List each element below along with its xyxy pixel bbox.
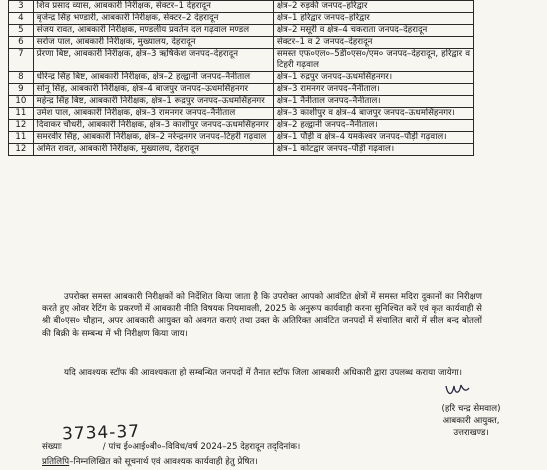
area-cell: समस्त एफ०एल०–5डी०एस०/एम० जनपद–देहरादून, हरिद्वार व टिहरी गढ़वाल — [273, 49, 473, 72]
instruction-paragraph: उपरोक्त समस्त आबकारी निरीक्षकों को निर्देशित किया जाता है कि उपरोक्त आपको आवंटित क्षेत्रों में समस्त मदिरा दुकानों का निरीक्षण करते हुए ओवर रेटिंग के प्रकरणों में आबकारी नीति विषयक नियमावली, 2025 के अनुरूप कार्यवाही करना सुनिश्चित करें एवं कृत कार्यवाही से श्री बी०एस० चौहान, अपर आबकारी आयुक्त को अवगत कराएं तथा उक्त के अतिरिक्त आवंटित जनपदों में संचालित बारों में सील बन्द बोतलों की बिक्री के सम्बन्ध में भी निरीक्षण किया जाय। — [42, 292, 482, 339]
row-number: 11 — [9, 108, 34, 120]
area-cell: क्षेत्र–1 रुद्रपुर जनपद–ऊधमसिंहनगर। — [273, 72, 473, 84]
area-cell: क्षेत्र–2 हल्द्वानी जनपद–नैनीताल। — [273, 120, 473, 132]
table-row — [9, 108, 474, 120]
table-row — [9, 132, 474, 144]
officer-cell: अमित रावत, आबकारी निरीक्षक, मुख्यालय, देहरादून — [33, 144, 273, 156]
staff-paragraph: यदि आवश्यक स्टॉफ की आवश्यकता हो सम्बन्धित जनपदों में तैनात स्टॉफ जिला आबकारी अधिकारी द्वारा उपलब्ध कराया जायेगा। — [64, 368, 462, 378]
assignment-table — [8, 0, 474, 156]
officer-cell: महेन्द्र सिंह बिष्ट, आबकारी निरीक्षक, क्षेत्र–1 रूद्रपुर जनपद–ऊधमसिंहनगर — [33, 96, 273, 108]
assignment-table-body — [9, 1, 474, 156]
row-number: 6 — [9, 37, 34, 49]
copy-text: –निम्नलिखित को सूचनार्थ एवं आवश्यक कार्यवाही हेतु प्रेषित। — [69, 457, 258, 467]
row-number: 7 — [9, 49, 34, 72]
table-row — [9, 72, 474, 84]
row-number: 9 — [9, 84, 34, 96]
officer-cell: बृजेन्द्र सिंह भण्डारी, आबकारी निरीक्षक, सेक्टर–2 देहरादून — [33, 13, 273, 25]
table-row — [9, 49, 474, 72]
row-number: 12 — [9, 120, 34, 132]
officer-cell: दिवाकर चौधरी, आबकारी निरीक्षक, क्षेत्र–3 काशीपुर जनपद–ऊधमसिंहनगर — [33, 120, 273, 132]
area-cell: क्षेत्र–1 हरिद्वार जनपद–हरिद्वार — [273, 13, 473, 25]
row-number: 11 — [9, 132, 34, 144]
area-cell: क्षेत्र–2 मसूरी व क्षेत्र–4 चकराता जनपद–देहरादून — [273, 25, 473, 37]
table-row — [9, 1, 474, 13]
area-cell: क्षेत्र–3 काशीपुर व क्षेत्र–4 बाजपुर जनपद–ऊधमसिंहनगर। — [273, 108, 473, 120]
row-number: 12 — [9, 144, 34, 156]
area-cell: क्षेत्र–1 कोटद्वार जनपद–पौड़ी गढ़वाल। — [273, 144, 473, 156]
signatory-designation: आबकारी आयुक्त, — [442, 416, 500, 426]
signature-block — [416, 403, 526, 439]
officer-cell: शिव प्रसाद व्यास, आबकारी निरीक्षक, सेक्टर–1 देहरादून — [33, 1, 273, 13]
officer-cell: धीरेन्द्र सिंह बिष्ट, आबकारी निरीक्षक, क्षेत्र–2 हल्द्वानी जनपद–नैनीताल — [33, 72, 273, 84]
officer-cell: सोनू सिंह, आबकारी निरीक्षक, क्षेत्र–4 बाजपुर जनपद–ऊधमसिंहनगर — [33, 84, 273, 96]
row-number: 3 — [9, 1, 34, 13]
table-row — [9, 84, 474, 96]
signatory-name: (हरि चन्द्र सेमवाल) — [441, 404, 501, 414]
reference-text: / पांच ई०आई०बी०–विविध/वर्ष 2024–25 देहरादून तद्‌दिनांक। — [102, 442, 301, 452]
area-cell: क्षेत्र–1 पौड़ी व क्षेत्र–4 यमकेश्वर जनपद–पौड़ी गढ़वाल। — [273, 132, 473, 144]
officer-cell: संजय रावत, आबकारी निरीक्षक, मण्डलीय प्रवर्तन दल गढ़वाल मण्डल — [33, 25, 273, 37]
reference-label: संख्याः — [42, 442, 62, 452]
table-row — [9, 120, 474, 132]
officer-cell: उमेश पाल, आबकारी निरीक्षक, क्षेत्र–3 रामनगर जनपद–नैनीताल — [33, 108, 273, 120]
row-number: 8 — [9, 72, 34, 84]
officer-cell: प्रेरणा बिष्ट, आबकारी निरीक्षक, क्षेत्र–3 ऋषिकेश जनपद–देहरादून — [33, 49, 273, 72]
handwritten-signature — [442, 380, 472, 400]
copy-line — [42, 456, 512, 468]
reference-line — [42, 441, 512, 453]
row-number: 10 — [9, 96, 34, 108]
signatory-state: उत्तराखण्ड। — [453, 428, 489, 438]
copy-label: प्रतिलिपि — [42, 457, 70, 467]
table-row — [9, 25, 474, 37]
handwritten-reference-number: 3734-37 — [61, 421, 141, 445]
row-number: 4 — [9, 13, 34, 25]
table-row — [9, 13, 474, 25]
officer-cell: सरोज पाल, आबकारी निरीक्षक, मुख्यालय, देहरादून — [33, 37, 273, 49]
table-row — [9, 37, 474, 49]
area-cell: क्षेत्र–1 नैनीताल जनपद–नैनीताल। — [273, 96, 473, 108]
row-number: 5 — [9, 25, 34, 37]
officer-cell: समरवीर सिंह, आबकारी निरीक्षक, क्षेत्र–2 नरेन्द्रनगर जनपद–टिहरी गढ़वाल — [33, 132, 273, 144]
area-cell: क्षेत्र–2 रुड़की जनपद–हरिद्वार — [273, 1, 473, 13]
area-cell: सेक्टर–1 व 2 जनपद–देहरादून — [273, 37, 473, 49]
table-row — [9, 96, 474, 108]
table-row — [9, 144, 474, 156]
area-cell: क्षेत्र–3 रामनगर जनपद–नैनीताल। — [273, 84, 473, 96]
